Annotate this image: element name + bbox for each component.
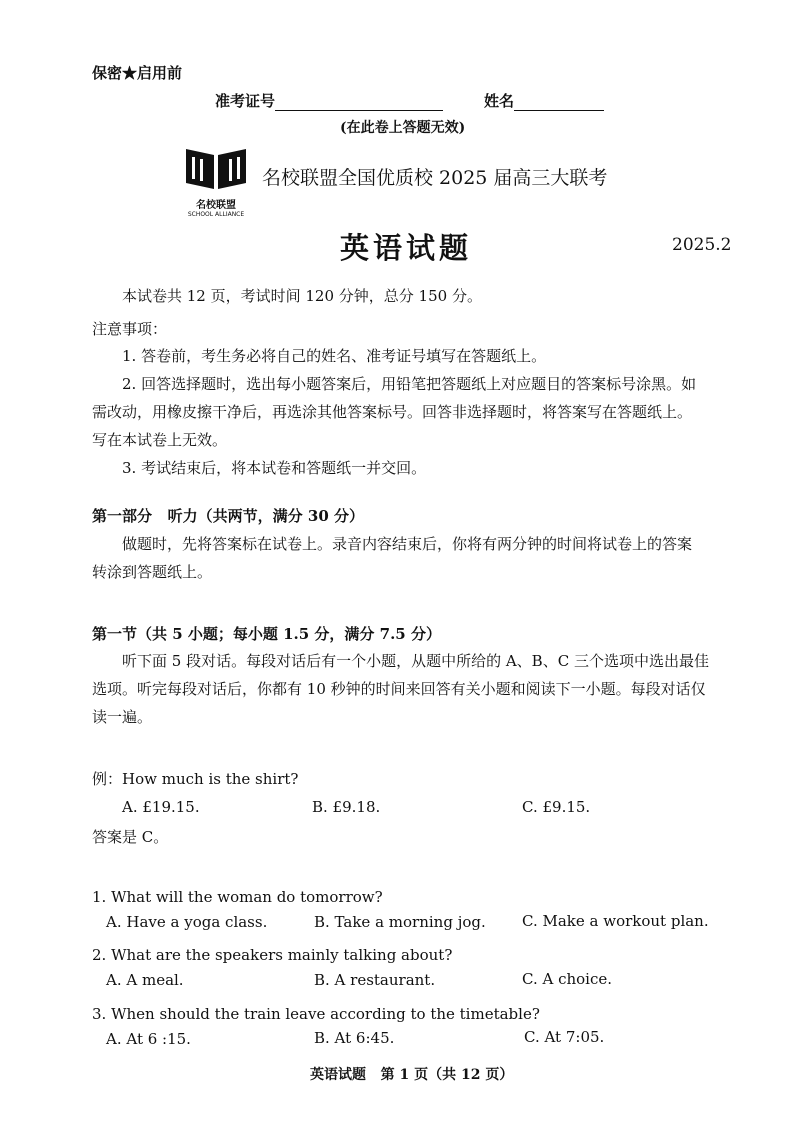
section1-heading: 第一节（共 5 小题；每小题 1.5 分，满分 7.5 分） — [92, 625, 441, 643]
name-label: 姓名 — [484, 92, 515, 110]
part1-instructions: 转涂到答题纸上。 — [92, 563, 213, 581]
question-3: 3. When should the train leave according to the timetable? — [92, 1005, 540, 1023]
q2-option-a: A. A meal. — [106, 971, 184, 989]
note-item: 3. 考试结束后，将本试卷和答题纸一并交回。 — [122, 459, 427, 477]
q3-option-a: A. At 6 :15. — [106, 1030, 191, 1048]
exam-title: 名校联盟全国优质校 2025 届高三大联考 — [262, 167, 608, 189]
note-item: 2. 回答选择题时，选出每小题答案后，用铅笔把答题纸上对应题目的答案标号涂黑。如 — [122, 375, 697, 393]
name-field[interactable] — [514, 96, 604, 111]
part1-instructions: 做题时，先将答案标在试卷上。录音内容结束后，你将有两分钟的时间将试卷上的答案 — [122, 535, 693, 553]
exam-date: 2025.2 — [672, 235, 732, 255]
q3-option-c: C. At 7:05. — [524, 1028, 605, 1046]
section1-instructions: 读一遍。 — [92, 708, 153, 726]
intro-text: 本试卷共 12 页，考试时间 120 分钟，总分 150 分。 — [122, 287, 482, 305]
question-1: 1. What will the woman do tomorrow? — [92, 888, 383, 906]
exam-id-label: 准考证号 — [215, 92, 276, 110]
note-item: 1. 答卷前，考生务必将自己的姓名、准考证号填写在答题纸上。 — [122, 347, 547, 365]
note-item: 需改动，用橡皮擦干净后，再选涂其他答案标号。回答非选择题时，将答案写在答题纸上。 — [92, 403, 693, 421]
page-footer: 英语试题 第 1 页（共 12 页） — [310, 1067, 514, 1083]
example-question-text: How much is the shirt? — [122, 770, 299, 788]
example-answer: 答案是 C。 — [92, 828, 169, 846]
question-2: 2. What are the speakers mainly talking about? — [92, 946, 453, 964]
logo-en-text: SCHOOL ALLIANCE — [187, 211, 245, 218]
confidential-mark: 保密★启用前 — [92, 64, 183, 82]
q1-option-a: A. Have a yoga class. — [106, 913, 268, 931]
school-alliance-logo — [180, 145, 252, 217]
exam-id-row — [215, 90, 443, 111]
note-item: 写在本试卷上无效。 — [92, 431, 228, 449]
notes-heading: 注意事项： — [92, 320, 168, 338]
name-row — [484, 90, 604, 111]
example-option-b: B. £9.18. — [312, 798, 381, 816]
open-book-icon — [180, 145, 252, 191]
section1-instructions: 选项。听完每段对话后，你都有 10 秒钟的时间来回答有关小题和阅读下一小题。每段对话仅 — [92, 680, 706, 698]
example-label: 例： — [92, 770, 123, 788]
q2-option-c: C. A choice. — [522, 970, 613, 988]
q3-option-b: B. At 6:45. — [314, 1029, 395, 1047]
example-option-c: C. £9.15. — [522, 798, 591, 816]
q1-option-b: B. Take a morning jog. — [314, 913, 486, 931]
q2-option-b: B. A restaurant. — [314, 971, 436, 989]
subject-title: 英语试题 — [340, 231, 473, 265]
invalid-note: (在此卷上答题无效) — [340, 120, 466, 136]
q1-option-c: C. Make a workout plan. — [522, 912, 709, 930]
part1-heading: 第一部分 听力（共两节，满分 30 分） — [92, 507, 364, 525]
example-question — [92, 768, 298, 790]
logo-cn-text: 名校联盟 — [196, 200, 236, 211]
example-option-a: A. £19.15. — [122, 798, 200, 816]
section1-instructions: 听下面 5 段对话。每段对话后有一个小题，从题中所给的 A、B、C 三个选项中选出最佳 — [122, 652, 709, 670]
exam-id-field[interactable] — [275, 96, 443, 111]
